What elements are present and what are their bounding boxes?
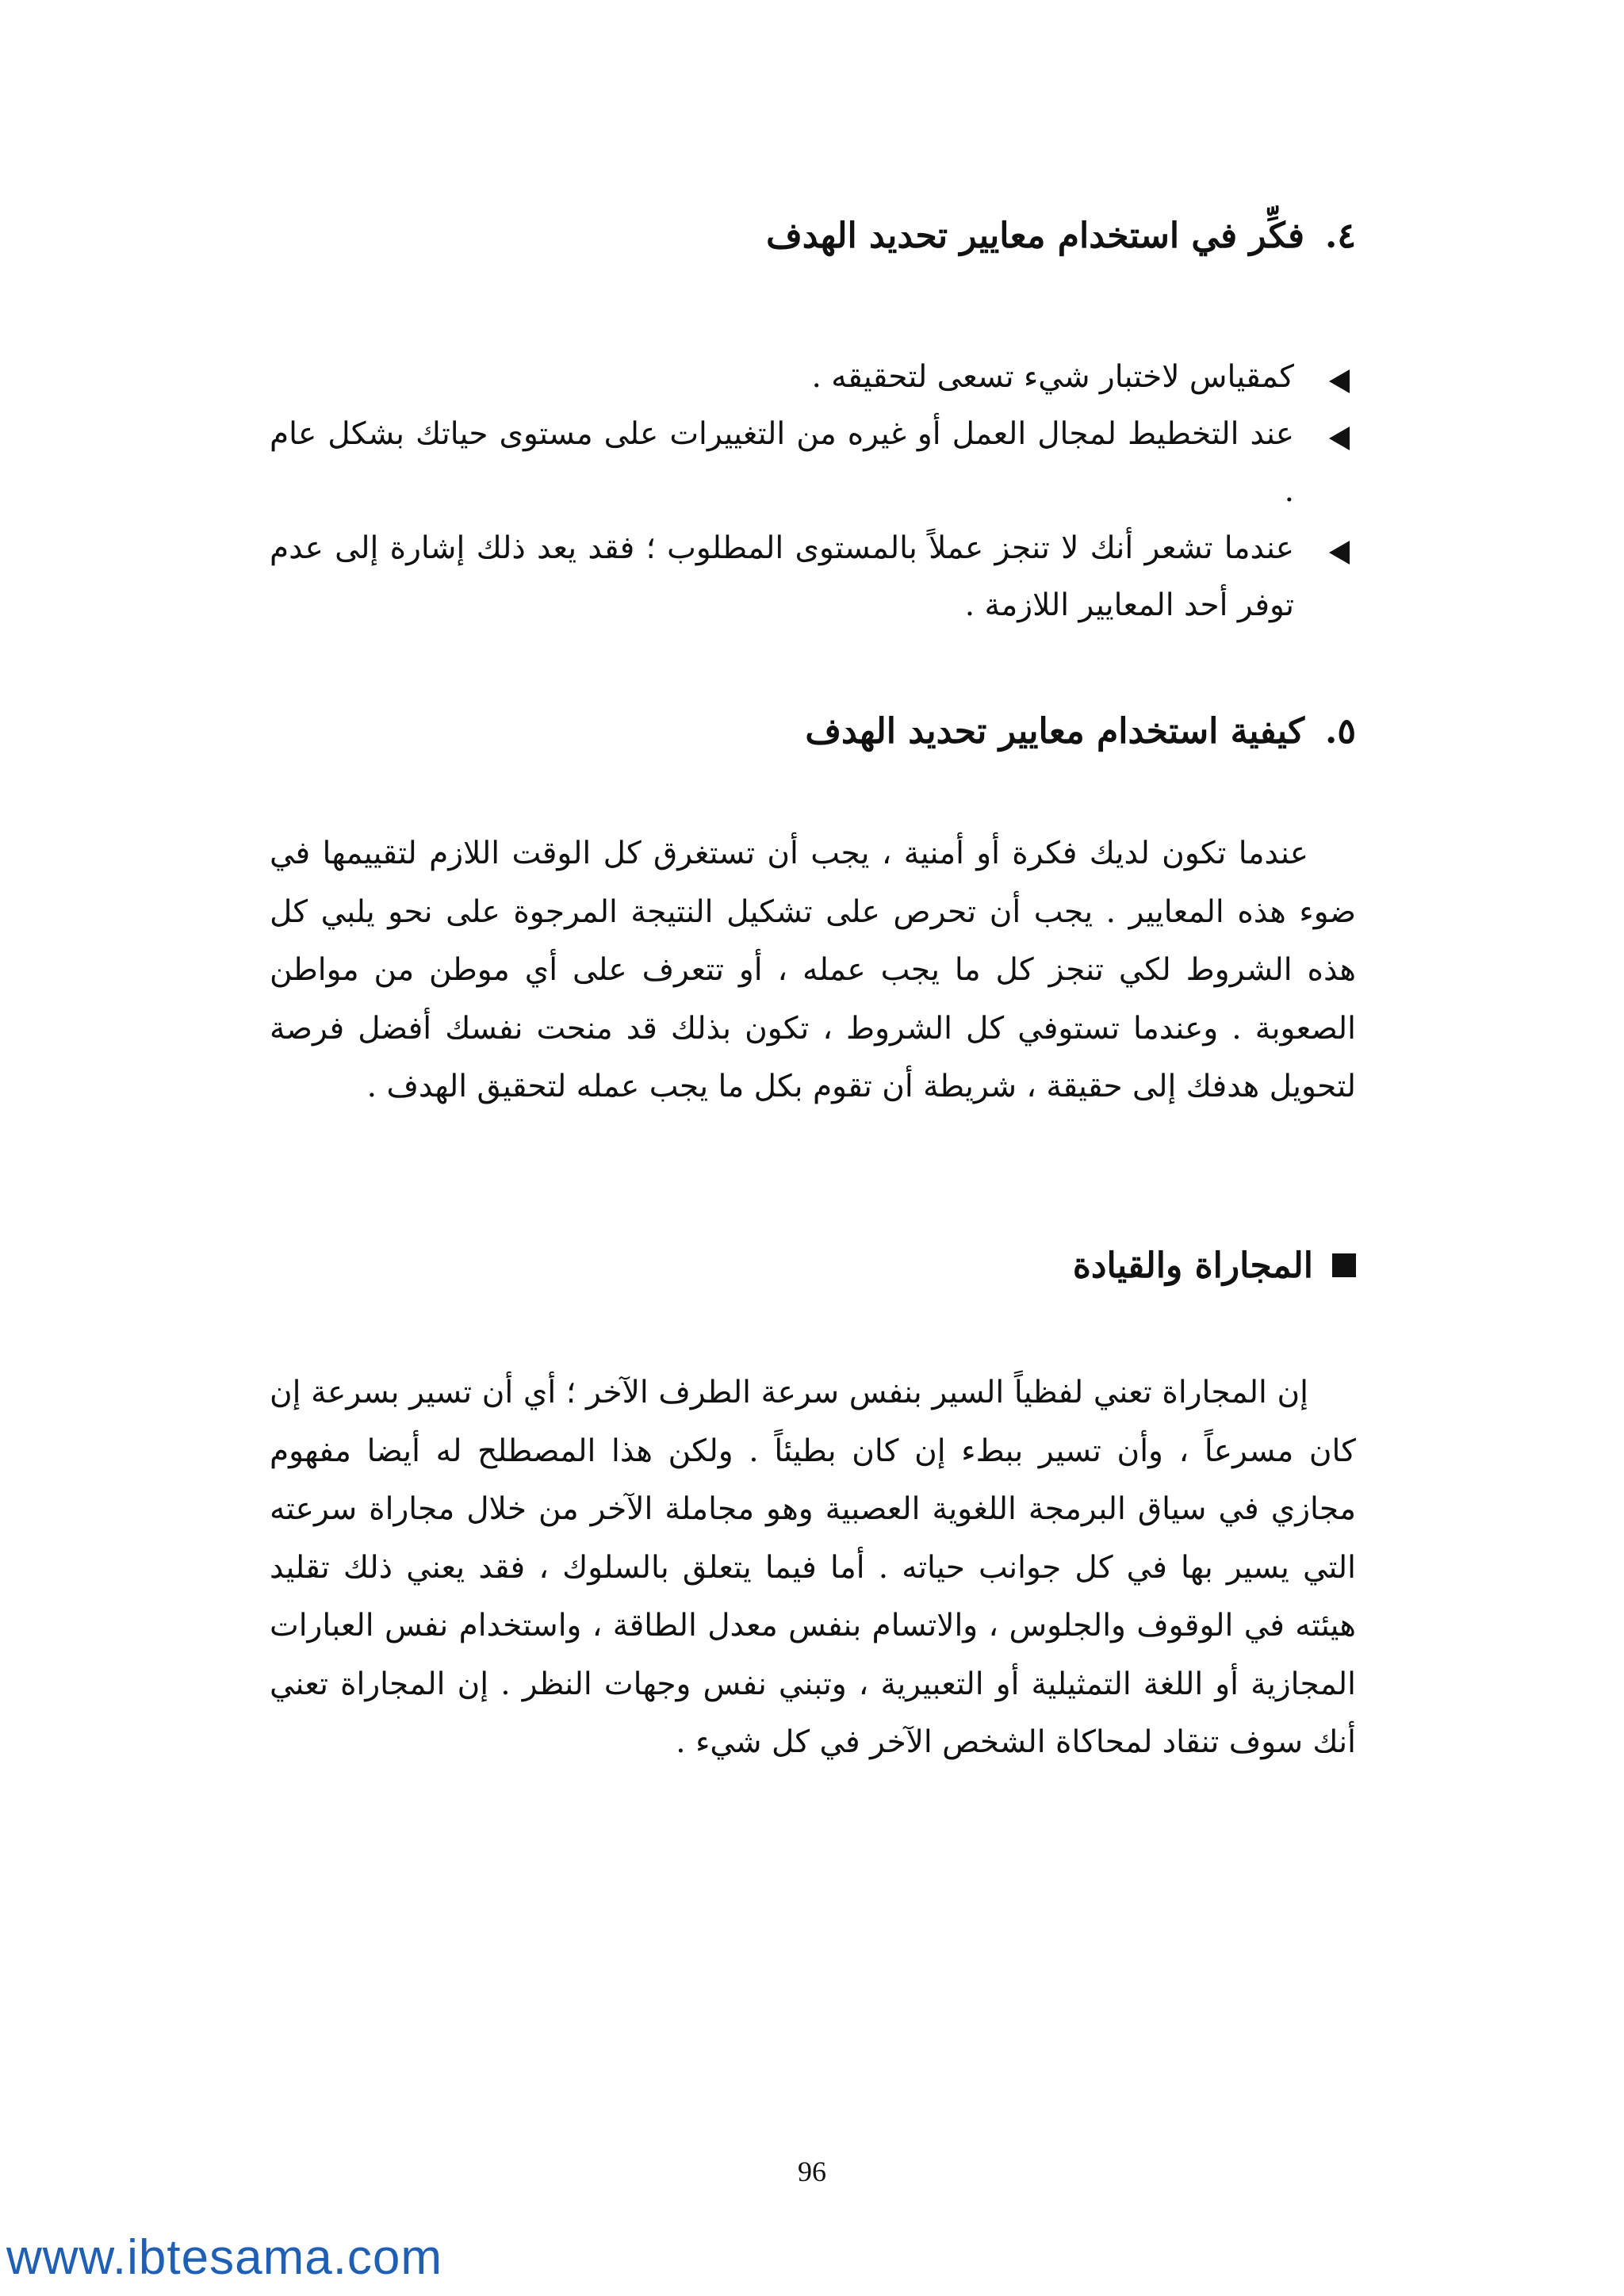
- bullet-item: [270, 406, 1356, 520]
- square-bullet-icon: [1332, 1253, 1356, 1277]
- section-5-title: كيفية استخدام معايير تحديد الهدف: [805, 711, 1305, 752]
- section-4-title: فكِّر في استخدام معايير تحديد الهدف: [766, 216, 1305, 256]
- triangle-bullet-icon: [1329, 369, 1350, 393]
- section-6-heading: [270, 1242, 1356, 1290]
- section-4-heading: [270, 212, 1356, 260]
- section-6-paragraph: إن المجاراة تعني لفظياً السير بنفس سرعة الطرف الآخر ؛ أي أن تسير بسرعة إن كان مسرعاً ، وأن تسير ببطء إن كان بطيئاً . ولكن هذا المصطلح له أيضا مفهوم مجازي في سياق البرمجة اللغوية العصبية وهو مجاملة الآخر من خلال مجاراة سرعته التي يسير بها في كل جوانب حياته . أما فيما يتعلق بالسلوك ، فقد يعني ذلك تقليد هيئته في الوقوف والجلوس ، والاتسام بنفس معدل الطاقة ، واستخدام نفس العبارات المجازية أو اللغة التمثيلية أو التعبيرية ، وتبني نفس وجهات النظر . إن المجاراة تعني أنك سوف تنقاد لمحاكاة الشخص الآخر في كل شيء .: [270, 1375, 1356, 1760]
- page-number: 96: [798, 2156, 826, 2187]
- watermark-link[interactable]: www.ibtesama.com: [6, 2230, 443, 2285]
- triangle-bullet-icon: [1329, 427, 1350, 450]
- section-5-heading: [270, 708, 1356, 756]
- triangle-bullet-icon: [1329, 541, 1350, 564]
- bullet-item: [270, 349, 1356, 406]
- section-5-number: ٥.: [1325, 711, 1356, 752]
- bullet-text: عندما تشعر أنك لا تنجز عملاً بالمستوى المطلوب ؛ فقد يعد ذلك إشارة إلى عدم توفر أحد المعايير اللازمة .: [270, 530, 1294, 623]
- section-5-paragraph: عندما تكون لديك فكرة أو أمنية ، يجب أن تستغرق كل الوقت اللازم لتقييمها في ضوء هذه المعايير . يجب أن تحرص على تشكيل النتيجة المرجوة على نحو يلبي كل هذه الشروط لكي تنجز كل ما يجب عمله ، أو تتعرف على أي موطن من مواطن الصعوبة . وعندما تستوفي كل الشروط ، تكون بذلك قد منحت نفسك أفضل فرصة لتحويل هدفك إلى حقيقة ، شريطة أن تقوم بكل ما يجب عمله لتحقيق الهدف .: [270, 836, 1356, 1104]
- section-6-title: المجاراة والقيادة: [1072, 1246, 1313, 1286]
- bullet-item: [270, 520, 1356, 634]
- section-4-bullet-list: [270, 349, 1356, 634]
- bullet-text: عند التخطيط لمجال العمل أو غيره من التغييرات على مستوى حياتك بشكل عام .: [270, 416, 1294, 509]
- bullet-text: كمقياس لاختبار شيء تسعى لتحقيقه .: [811, 359, 1294, 395]
- section-4-number: ٤.: [1325, 216, 1356, 256]
